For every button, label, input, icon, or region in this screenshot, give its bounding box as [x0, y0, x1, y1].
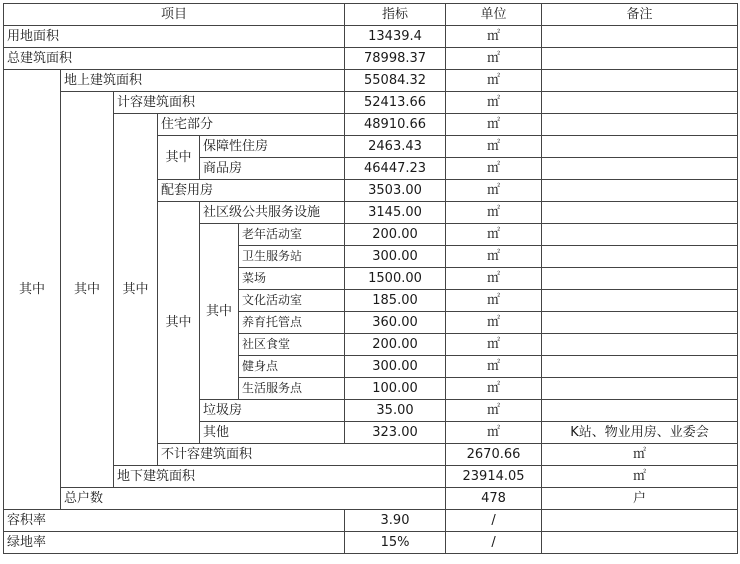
- value-canteen: 200.00: [345, 334, 446, 356]
- remark-far-area: [542, 92, 738, 114]
- unit-supporting: ㎡: [446, 180, 542, 202]
- label-total-floor-area: 总建筑面积: [4, 48, 345, 70]
- label-culture-room: 文化活动室: [239, 290, 345, 312]
- remark-far: [542, 510, 738, 532]
- label-above-ground: 地上建筑面积: [61, 70, 345, 92]
- value-health-station: 300.00: [345, 246, 446, 268]
- label-supporting: 配套用房: [158, 180, 345, 202]
- row-residential: [4, 114, 738, 136]
- unit-commercial: ㎡: [446, 158, 542, 180]
- unit-community-service: ㎡: [446, 202, 542, 224]
- value-above-ground: 55084.32: [345, 70, 446, 92]
- value-affordable: 2463.43: [345, 136, 446, 158]
- unit-affordable: ㎡: [446, 136, 542, 158]
- value-fitness: 300.00: [345, 356, 446, 378]
- remark-life-service: [542, 378, 738, 400]
- remark-nursery: [542, 312, 738, 334]
- row-land-area: [4, 26, 738, 48]
- remark-commercial: [542, 158, 738, 180]
- group-label-total: 其中: [4, 70, 61, 510]
- value-far-area: 52413.66: [345, 92, 446, 114]
- row-above-ground: [4, 70, 738, 92]
- value-residential: 48910.66: [345, 114, 446, 136]
- remark-residential: [542, 114, 738, 136]
- remark-total-floor-area: [542, 48, 738, 70]
- group-label-above-ground: 其中: [61, 92, 114, 488]
- value-total-floor-area: 78998.37: [345, 48, 446, 70]
- group-label-supporting: 其中: [158, 202, 200, 444]
- unit-above-ground: ㎡: [446, 70, 542, 92]
- unit-life-service: ㎡: [446, 378, 542, 400]
- unit-fitness: ㎡: [446, 356, 542, 378]
- label-commercial: 商品房: [200, 158, 345, 180]
- value-life-service: 100.00: [345, 378, 446, 400]
- label-community-service: 社区级公共服务设施: [200, 202, 345, 224]
- remark-fitness: [542, 356, 738, 378]
- label-other: 其他: [200, 422, 345, 444]
- unit-non-far-area: ㎡: [542, 444, 738, 466]
- unit-culture-room: ㎡: [446, 290, 542, 312]
- row-green-ratio: [4, 532, 738, 554]
- value-far: 3.90: [345, 510, 446, 532]
- header-unit: 单位: [446, 4, 542, 26]
- label-residential: 住宅部分: [158, 114, 345, 136]
- label-affordable: 保障性住房: [200, 136, 345, 158]
- label-land-area: 用地面积: [4, 26, 345, 48]
- remark-canteen: [542, 334, 738, 356]
- unit-other: ㎡: [446, 422, 542, 444]
- value-culture-room: 185.00: [345, 290, 446, 312]
- unit-nursery: ㎡: [446, 312, 542, 334]
- label-green-ratio: 绿地率: [4, 532, 345, 554]
- label-nursery: 养育托管点: [239, 312, 345, 334]
- row-far-area: [4, 92, 738, 114]
- unit-market: ㎡: [446, 268, 542, 290]
- remark-health-station: [542, 246, 738, 268]
- unit-far: /: [446, 510, 542, 532]
- unit-garbage: ㎡: [446, 400, 542, 422]
- remark-land-area: [542, 26, 738, 48]
- value-garbage: 35.00: [345, 400, 446, 422]
- remark-green-ratio: [542, 532, 738, 554]
- unit-canteen: ㎡: [446, 334, 542, 356]
- header-remark: 备注: [542, 4, 738, 26]
- label-households: 总户数: [61, 488, 446, 510]
- value-non-far-area: 2670.66: [446, 444, 542, 466]
- value-market: 1500.00: [345, 268, 446, 290]
- unit-health-station: ㎡: [446, 246, 542, 268]
- remark-elderly-room: [542, 224, 738, 246]
- label-far-area: 计容建筑面积: [114, 92, 345, 114]
- value-land-area: 13439.4: [345, 26, 446, 48]
- header-index: 指标: [345, 4, 446, 26]
- row-total-floor-area: [4, 48, 738, 70]
- label-life-service: 生活服务点: [239, 378, 345, 400]
- label-fitness: 健身点: [239, 356, 345, 378]
- value-community-service: 3145.00: [345, 202, 446, 224]
- unit-elderly-room: ㎡: [446, 224, 542, 246]
- label-underground: 地下建筑面积: [114, 466, 446, 488]
- remark-affordable: [542, 136, 738, 158]
- label-health-station: 卫生服务站: [239, 246, 345, 268]
- label-non-far-area: 不计容建筑面积: [158, 444, 446, 466]
- unit-far-area: ㎡: [446, 92, 542, 114]
- value-elderly-room: 200.00: [345, 224, 446, 246]
- header-item: 项目: [4, 4, 345, 26]
- remark-culture-room: [542, 290, 738, 312]
- value-commercial: 46447.23: [345, 158, 446, 180]
- unit-households: 户: [542, 488, 738, 510]
- value-supporting: 3503.00: [345, 180, 446, 202]
- remark-above-ground: [542, 70, 738, 92]
- remark-community-service: [542, 202, 738, 224]
- group-label-residential: 其中: [158, 136, 200, 180]
- header-row: [4, 4, 738, 26]
- label-market: 菜场: [239, 268, 345, 290]
- label-far: 容积率: [4, 510, 345, 532]
- unit-green-ratio: /: [446, 532, 542, 554]
- value-households: 478: [446, 488, 542, 510]
- value-nursery: 360.00: [345, 312, 446, 334]
- group-label-far-area: 其中: [114, 114, 158, 466]
- unit-residential: ㎡: [446, 114, 542, 136]
- unit-underground: ㎡: [542, 466, 738, 488]
- remark-other: K站、物业用房、业委会: [542, 422, 738, 444]
- remark-garbage: [542, 400, 738, 422]
- label-elderly-room: 老年活动室: [239, 224, 345, 246]
- remark-market: [542, 268, 738, 290]
- remark-supporting: [542, 180, 738, 202]
- row-far: [4, 510, 738, 532]
- value-other: 323.00: [345, 422, 446, 444]
- group-label-community-service: 其中: [200, 224, 239, 400]
- value-underground: 23914.05: [446, 466, 542, 488]
- unit-land-area: ㎡: [446, 26, 542, 48]
- unit-total-floor-area: ㎡: [446, 48, 542, 70]
- label-garbage: 垃圾房: [200, 400, 345, 422]
- indicator-table: [3, 3, 738, 554]
- value-green-ratio: 15%: [345, 532, 446, 554]
- row-underground: [4, 466, 738, 488]
- label-canteen: 社区食堂: [239, 334, 345, 356]
- row-households: [4, 488, 738, 510]
